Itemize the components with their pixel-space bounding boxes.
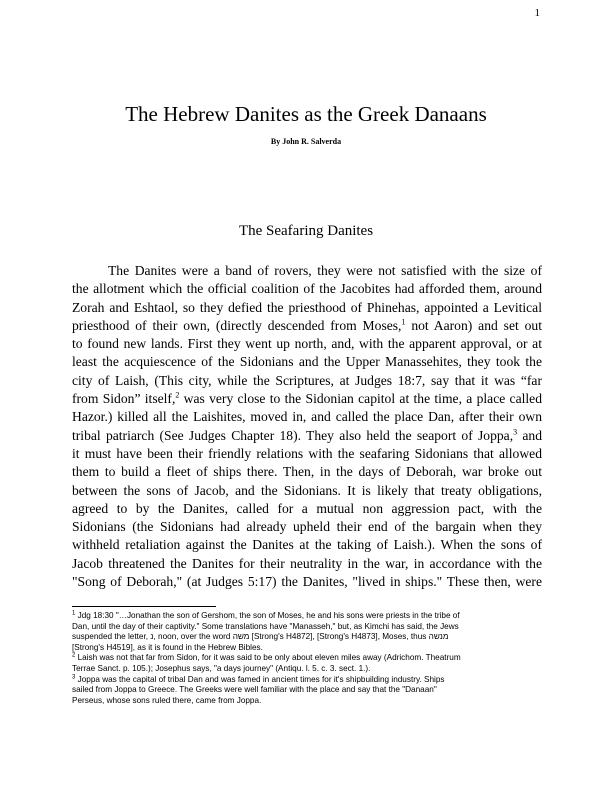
body-line: Jacob threatened the Danites for their neutrality in the war, in accordance with the [72,555,542,571]
body-line: city of Laish, (This city, while the Scriptures, at Judges 18:7, say that it was “far [72,372,542,388]
footnote-line: Perseus, whose sons ruled there, came from Joppa. [72,695,262,705]
body-line: it must have been their friendly relations with the seafaring Sidonians that allowed [72,445,542,461]
footnote-ref[interactable]: 3 [513,427,518,437]
body-line [72,317,542,335]
footnotes [72,611,542,706]
body-line: Zorah and Eshtaol, so they defied the priesthood of Phinehas, appointed a Levitical [72,299,542,315]
footnote-line: sailed from Joppa to Greece. The Greeks were well familiar with the place and say that the "Danaan" [72,685,437,695]
footnote-ref[interactable]: 1 [401,317,406,327]
author-byline: By John R. Salverda [270,137,342,146]
footnote-line: Terrae Sanct. p. 105.); Josephus says, "a days journey" (Antiqu. l. 5. c. 3. sect. 1.). [72,663,371,673]
body-line: "Song of Deborah," (at Judges 5:17) the Danites, "lived in ships." These then, were [72,574,542,590]
body-line [72,427,542,445]
footnote-text: Jdg 18:30 "…Jonathan the son of Gershom, the son of Moses, he and his sons were priests in the tribe of [75,611,460,620]
footnote-line [72,653,542,664]
body-text-segment: from Sidon” itself, [72,391,176,407]
footnote-line: [Strong's H4519], as it is found in the Hebrew Bibles. [72,642,263,652]
section-heading: The Seafaring Danites [238,223,374,239]
body-line: the allotment which the official coalition of the Jacobites had afforded them, around [72,281,542,297]
body-line: Hazor.) killed all the Laishites, moved in, and called the place Dan, after their own [72,409,542,425]
body-line: them to build a fleet of ships there. Then, in the days of Deborah, war broke out [72,464,542,480]
body-line: Sidonians (the Sidonians had already upheld their end of the bargain when they [72,519,542,535]
footnote-line [72,611,542,622]
body-text-segment: and [517,427,542,443]
footnote-separator [72,606,216,607]
body-text-segment: not Aaron) and set out [405,317,542,333]
body-line: The Danites were a band of rovers, they were not satisfied with the size of [108,263,542,278]
page-number: 1 [534,7,540,19]
footnote-marker: 1 [72,610,76,617]
footnote-line: suspended the letter, נ, noon, over the word משה [Strong's H4872], [Strong's H4873], Moses, thus מנשה [72,632,449,642]
body-line: withheld retaliation against the Danites at the taking of Laish.). When the sons of [72,537,542,553]
footnote-text: Joppa was the capital of tribal Dan and was famed in ancient times for it's shipbuilding industry. Ships [75,674,445,684]
body-line [72,390,542,408]
body-text-segment: priesthood of their own, (directly descended from Moses, [72,317,402,333]
body-text-segment: was very close to the Sidonian capitol at the time, a place called [179,391,542,407]
body-paragraph [72,262,542,591]
footnote-marker: 2 [72,652,76,659]
footnote-marker: 3 [72,673,76,680]
body-line: to found new lands. First they went up north, and, with the apparent approval, or at [72,336,542,352]
footnote-line: Dan, until the day of their captivity." Some translations have "Manasseh," but, as Kimchi has said, the Jews [72,621,459,631]
footnote-line [72,675,542,686]
footnote-text: Laish was not that far from Sidon, for it was said to be only about eleven miles away (Adrichom. Theatrum [75,653,461,663]
body-line: agreed to by the Danites, called for a mutual non aggression pact, with the [72,500,542,516]
body-line: between the sons of Jacob, and the Sidonians. It is likely that treaty obligations, [72,482,542,498]
document-title: The Hebrew Danites as the Greek Danaans [125,102,487,126]
footnote-ref[interactable]: 2 [175,390,180,400]
body-line: least the acquiescence of the Sidonians and the Upper Manassehites, they took the [72,354,542,370]
body-text-segment: tribal patriarch (See Judges Chapter 18). They also held the seaport of Joppa, [72,427,514,443]
